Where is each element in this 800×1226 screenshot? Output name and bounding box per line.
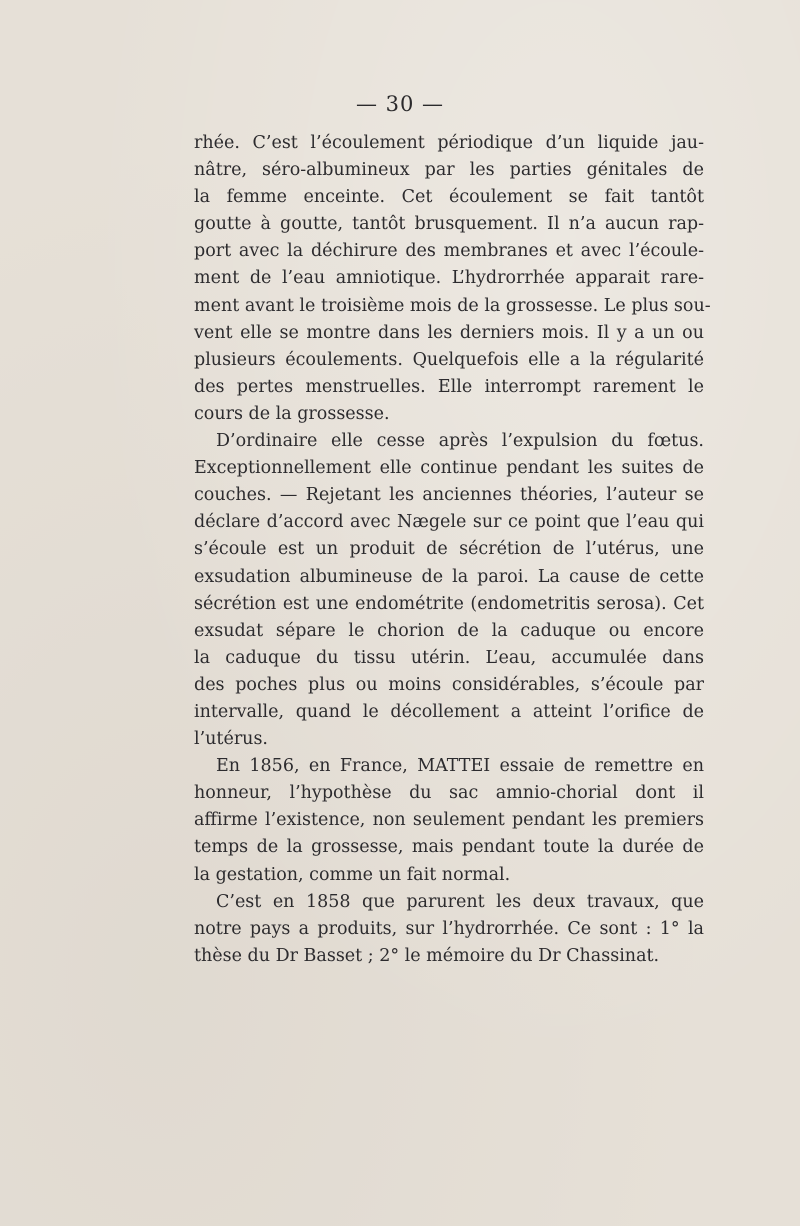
text-line: des pertes menstruelles. Elle interrompt rarement le <box>194 376 704 397</box>
text-line: rhée. C’est l’écoulement périodique d’un liquide jau- <box>194 133 704 153</box>
text-line: notre pays a produits, sur l’hydrorrhée. Ce sont : 1° la <box>194 918 704 939</box>
text-line: la gestation, comme un fait normal. <box>194 864 511 885</box>
text-line: déclare d’accord avec Nægele sur ce point que l’eau qui <box>194 512 704 533</box>
text-line: s’écoule est un produit de sécrétion de l’utérus, une <box>194 539 704 560</box>
text-line: exsudat sépare le chorion de la caduque ou encore <box>194 620 704 641</box>
body-text <box>194 130 711 970</box>
text-line: C’est en 1858 que parurent les deux travaux, que <box>216 891 704 912</box>
text-line: thèse du Dr Basset ; 2° le mémoire du Dr Chassinat. <box>194 945 660 966</box>
text-line: ment avant le troisième mois de la grossesse. Le plus sou- <box>194 295 711 316</box>
text-line: ment de l’eau amniotique. L’hydrorrhée apparait rare- <box>194 268 704 289</box>
text-line: sécrétion est une endométrite (endometritis serosa). Cet <box>194 593 704 614</box>
text-line: vent elle se montre dans les derniers mois. Il y a un ou <box>194 322 704 343</box>
text-line: des poches plus ou moins considérables, s’écoule par <box>194 674 704 695</box>
page-number: — 30 — <box>355 92 445 116</box>
text-line: couches. — Rejetant les anciennes théories, l’auteur se <box>194 485 704 506</box>
text-line: affirme l’existence, non seulement pendant les premiers <box>194 810 704 831</box>
text-line: la femme enceinte. Cet écoulement se fait tantôt <box>194 187 704 208</box>
text-line: l’utérus. <box>194 729 268 750</box>
text-line: plusieurs écoulements. Quelquefois elle a la régularité <box>194 349 704 370</box>
text-line: honneur, l’hypothèse du sac amnio-chorial dont il <box>194 783 704 804</box>
text-line: cours de la grossesse. <box>194 403 390 424</box>
text-line: intervalle, quand le décollement a atteint l’orifice de <box>194 701 704 722</box>
text-line: port avec la déchirure des membranes et avec l’écoule- <box>194 241 704 262</box>
text-line: Exceptionnellement elle continue pendant les suites de <box>194 458 704 479</box>
text-line: goutte à goutte, tantôt brusquement. Il n’a aucun rap- <box>194 214 704 235</box>
text-line: D’ordinaire elle cesse après l’expulsion du fœtus. <box>216 431 704 452</box>
text-line: la caduque du tissu utérin. L’eau, accumulée dans <box>194 647 704 668</box>
text-line: nâtre, séro-albumineux par les parties génitales de <box>194 160 704 181</box>
text-line: temps de la grossesse, mais pendant toute la durée de <box>194 837 704 858</box>
text-line: En 1856, en France, MATTEI essaie de remettre en <box>216 756 704 777</box>
text-line: exsudation albumineuse de la paroi. La cause de cette <box>194 566 704 587</box>
